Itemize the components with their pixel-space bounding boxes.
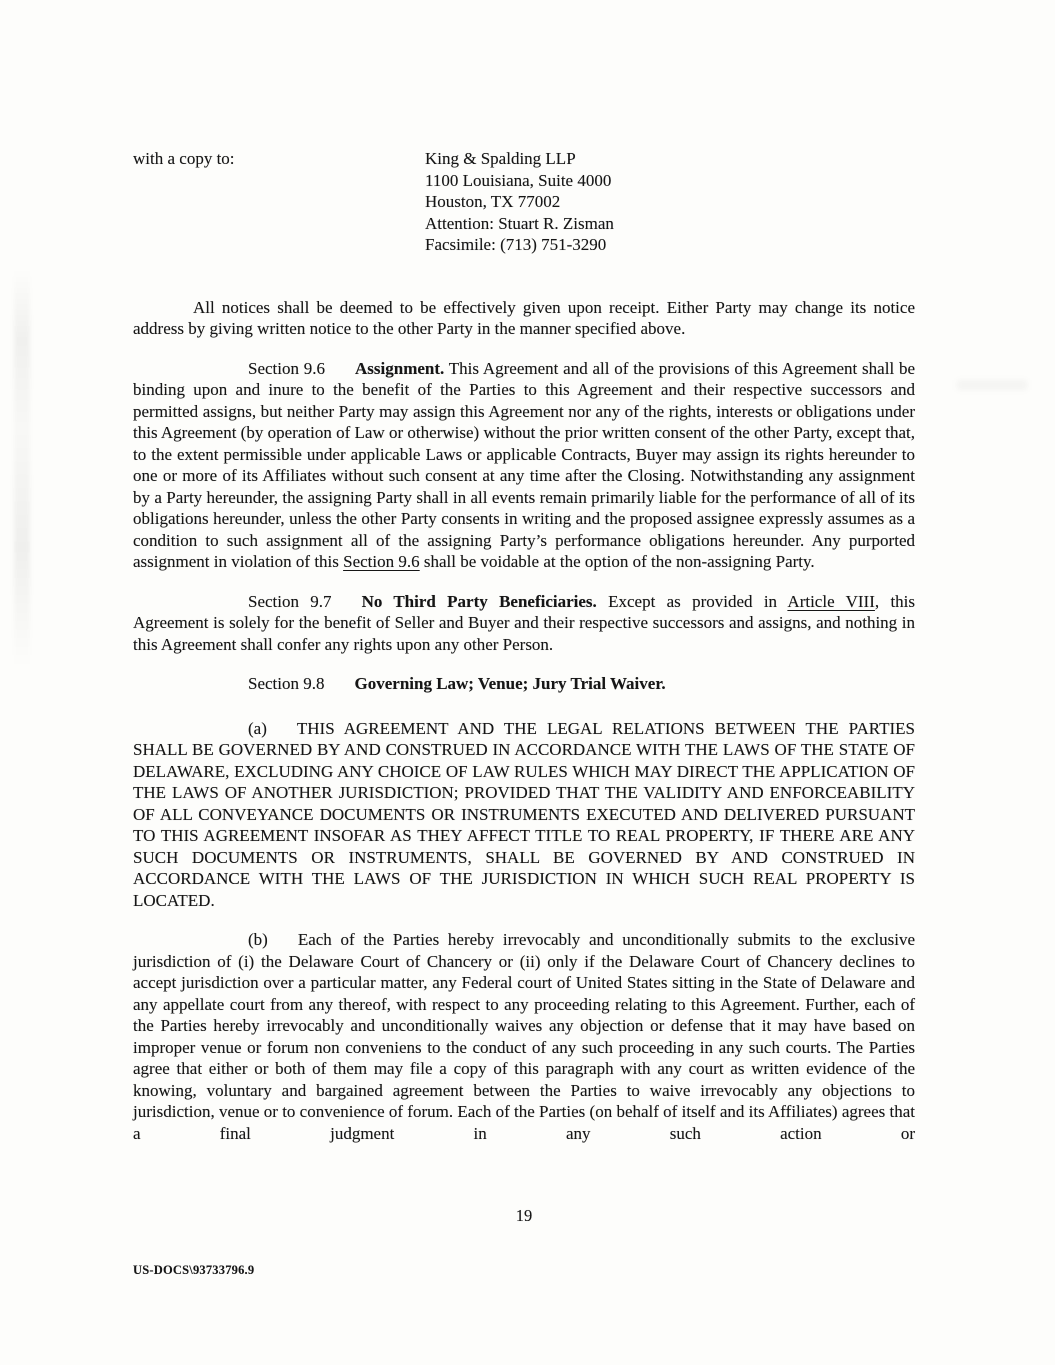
text-run: All notices shall be deemed to be effectively given upon receipt. Either Party may change its notice address by giving written notice to the other Party in the manner specified above. <box>133 297 915 338</box>
address-line: Facsimile: (713) 751-3290 <box>425 235 607 254</box>
text-run: Section 9.8 <box>248 674 325 693</box>
jurisdiction-subparagraph-b <box>133 929 915 1144</box>
text-run: shall be voidable at the option of the non-assigning Party. <box>419 552 815 571</box>
section-9-6-assignment-paragraph <box>133 358 915 573</box>
notice-copy-block <box>133 148 915 256</box>
notice-copy-label: with a copy to: <box>133 149 235 168</box>
address-line: 1100 Louisiana, Suite 4000 <box>425 170 612 190</box>
text-run: Section 9.7 <box>248 591 332 611</box>
body-paragraphs <box>133 297 915 1145</box>
underlined-cross-reference: Section 9.6 <box>343 552 420 571</box>
section-9-7-no-third-party-beneficiaries-paragraph <box>133 591 915 656</box>
notices-receipt-paragraph <box>133 297 915 340</box>
scan-artifact-right <box>957 380 1027 390</box>
bold-run: Assignment. <box>355 358 445 378</box>
page-content <box>133 148 915 1162</box>
section-9-8-heading <box>133 673 915 695</box>
governing-law-subparagraph-a <box>133 718 915 912</box>
document-control-number: US-DOCS\93733796.9 <box>133 1263 255 1277</box>
bold-run: No Third Party Beneficiaries. <box>361 591 597 611</box>
scan-artifact-left <box>14 268 30 668</box>
page-number: 19 <box>515 1206 533 1225</box>
address-line: King & Spalding LLP <box>425 149 576 168</box>
bold-run: Governing Law; Venue; Jury Trial Waiver. <box>354 674 666 693</box>
address-line: Houston, TX 77002 <box>425 192 561 211</box>
address-line: Attention: Stuart R. Zisman <box>425 213 614 233</box>
text-run: (a) <box>248 718 267 738</box>
text-run: , this Agreement is solely for the benefit of Seller and Buyer and their respective successors and assigns, and nothing in this Agreement shall confer any rights upon any other Person. <box>133 591 916 654</box>
underlined-cross-reference: Article VIII <box>787 591 875 611</box>
text-run: THIS AGREEMENT AND THE LEGAL RELATIONS BETWEEN THE PARTIES SHALL BE GOVERNED BY AND CONSTRUED IN ACCORDANCE WITH THE LAWS OF THE STATE OF DELAWARE, EXCLUDING ANY CHOICE OF LAW RULES WHICH MAY DIRECT THE APPLICATION OF THE LAWS OF ANOTHER JURISDICTION; PROVIDED THAT THE VALIDITY AND ENFORCEABILITY OF ALL CONVEYANCE DOCUMENTS OR INSTRUMENTS EXECUTED AND DELIVERED PURSUANT TO THIS AGREEMENT INSOFAR AS THEY AFFECT TITLE TO REAL PROPERTY, IF THERE ARE ANY SUCH DOCUMENTS OR INSTRUMENTS, SHALL BE GOVERNED BY AND CONSTRUED IN ACCORDANCE WITH THE LAWS OF THE JURISDICTION IN WHICH SUCH REAL PROPERTY IS LOCATED. <box>133 718 915 910</box>
text-run: Each of the Parties hereby irrevocably and unconditionally submits to the exclusive jurisdiction of (i) the Delaware Court of Chancery or (ii) only if the Delaware Court of Chancery declines to accept jurisdiction over a particular matter, any Federal court of United States sitting in the State of Delaware and any appellate court from any thereof, with respect to any proceeding relating to this Agreement. Further, each of the Parties hereby irrevocably and unconditionally waives any objection or defense that it may have based on improper venue or forum non conveniens to the conduct of any such proceeding in any such courts. The Parties agree that either or both of them may file a copy of this paragraph with any court as written evidence of the knowing, voluntary and bargained agreement between the Parties to waive irrevocably any objections to jurisdiction, venue or to convenience of forum. Each of the Parties (on behalf of itself and its Affiliates) agrees that a final judgment in any such action or <box>133 930 915 1143</box>
text-run: (b) <box>248 930 268 949</box>
notice-address-block <box>425 148 614 256</box>
text-run: Except as provided in <box>596 591 788 611</box>
text-run: This Agreement and all of the provisions of this Agreement shall be binding upon and inure to the benefit of the Parties to this Agreement and their respective successors and permitted assigns, but neither Party may assign this Agreement nor any of the rights, interests or obligations under this Agreement (by operation of Law or otherwise) without the prior written consent of the other Party, except that, to the extent permissible under applicable Laws or applicable Contracts, Buyer may assign its rights hereunder to one or more of its Affiliates without such consent at any time after the Closing. Notwithstanding any assignment by a Party hereunder, the assigning Party shall in all events remain primarily liable for the performance of all of its obligations hereunder, unless the other Party consents in writing and the proposed assignee expressly assumes as a condition to such assignment all of the assigning Party’s performance obligations hereunder. Any purported assignment in violation of this <box>133 358 915 571</box>
text-run: Section 9.6 <box>248 358 326 378</box>
